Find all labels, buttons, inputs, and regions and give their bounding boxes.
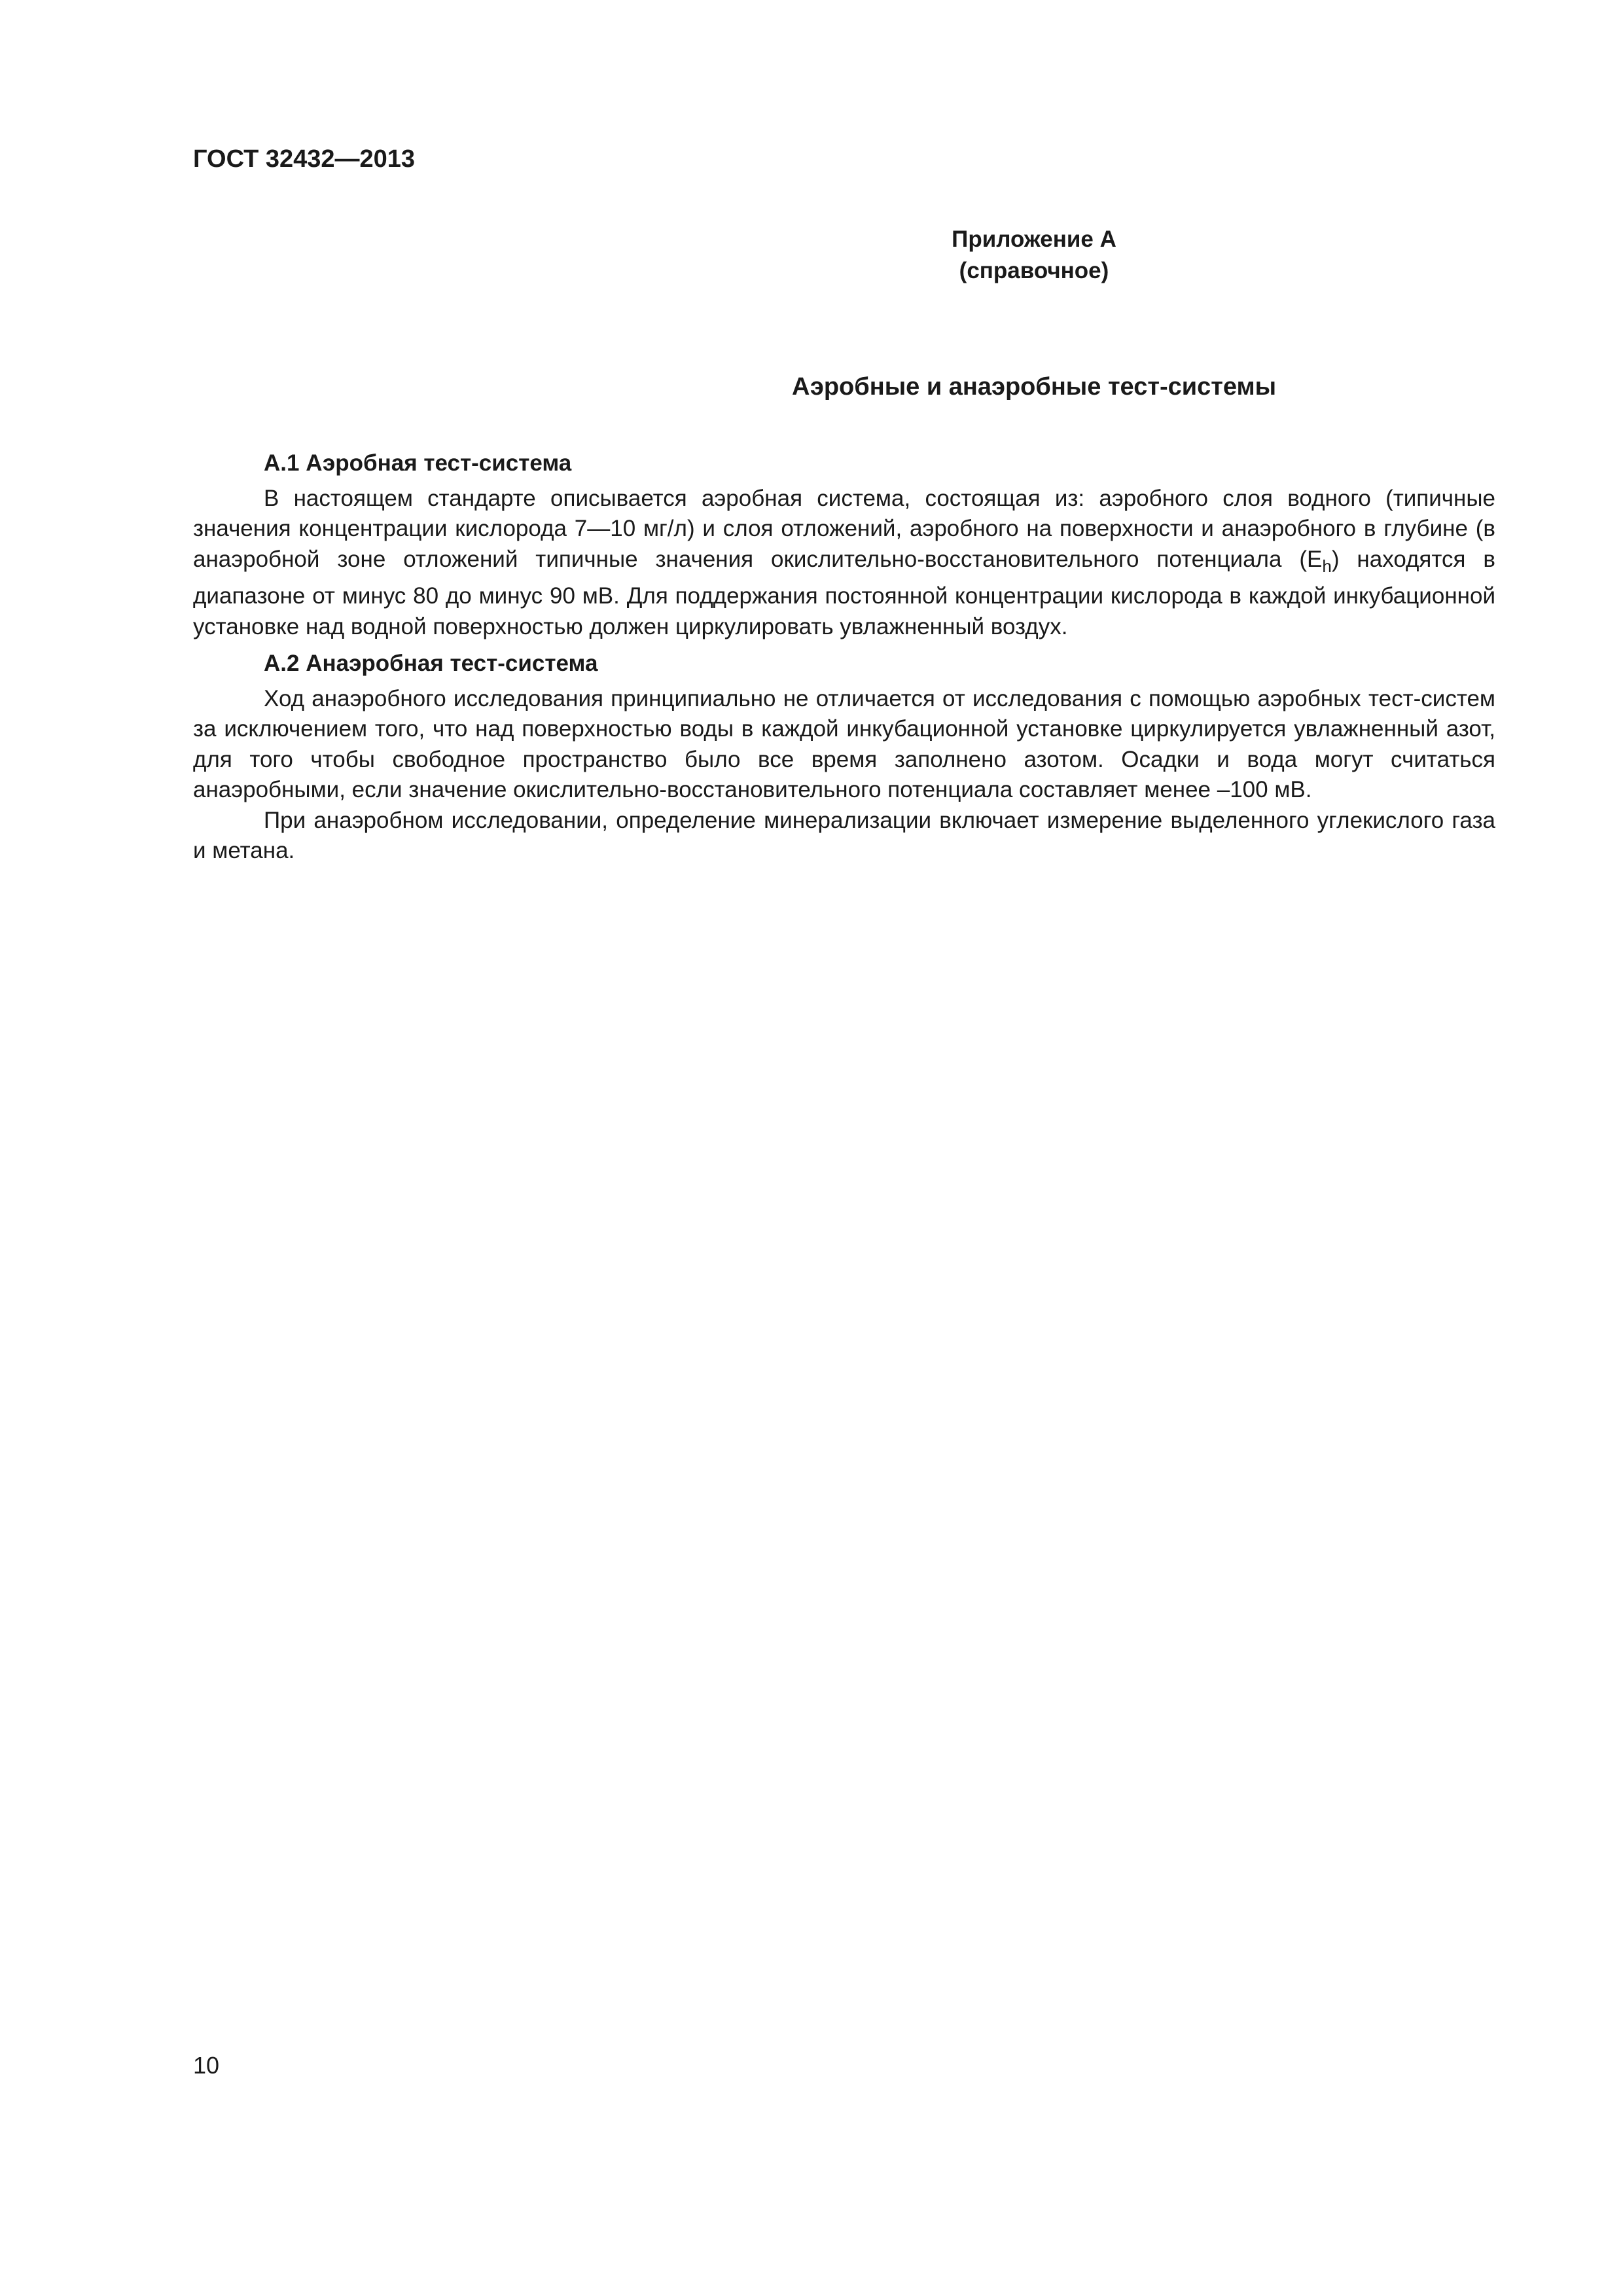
- potential-subscript: h: [1322, 556, 1332, 576]
- page-number: 10: [193, 2052, 220, 2079]
- section-title: Аэробные и анаэробные тест-системы: [791, 373, 1277, 401]
- paragraph-a2-1: Ход анаэробного исследования принципиально не отличается от исследования с помощью аэробных тест-систем за исключением того, что над поверхностью воды в каждой инкубационной установке циркулируется увлажненный азот, для того чтобы свободное пространство было все время заполнено азотом. Осадки и вода могут считаться анаэробными, если значение окислительно-восстановительного потенциала составляет менее –100 мВ.: [193, 685, 1495, 802]
- paragraph-a1: [193, 484, 1495, 643]
- appendix-status: (справочное): [959, 258, 1109, 283]
- paragraph-a1-text-end: ) находятся в диапазоне от минус 80 до минус 90 мВ. Для поддержания постоянной концентрации кислорода в каждой инкубационной установке над водной поверхностью должен циркулировать увлажненный воздух.: [193, 546, 1496, 639]
- subsection-heading-a1: А.1 Аэробная тест-система: [264, 450, 572, 476]
- document-body: [193, 448, 1495, 867]
- paragraph-a1-text-start: В настоящем стандарте описывается аэробная система, состоящая из: аэробного слоя водного (типичные значения концентрации кислорода 7—10 мг/л) и слоя отложений, аэробного на поверхности и анаэробного в глубине (в анаэробной зоне отложений типичные значения окислительно-восстановительного потенциала (E: [193, 485, 1495, 572]
- appendix-heading: [193, 224, 1495, 287]
- page-header: ГОСТ 32432—2013: [193, 145, 416, 173]
- subsection-heading-a2: А.2 Анаэробная тест-система: [264, 651, 598, 676]
- paragraph-a2-2: При анаэробном исследовании, определение минерализации включает измерение выделенного углекислого газа и метана.: [193, 807, 1495, 863]
- appendix-title: Приложение А: [952, 226, 1116, 252]
